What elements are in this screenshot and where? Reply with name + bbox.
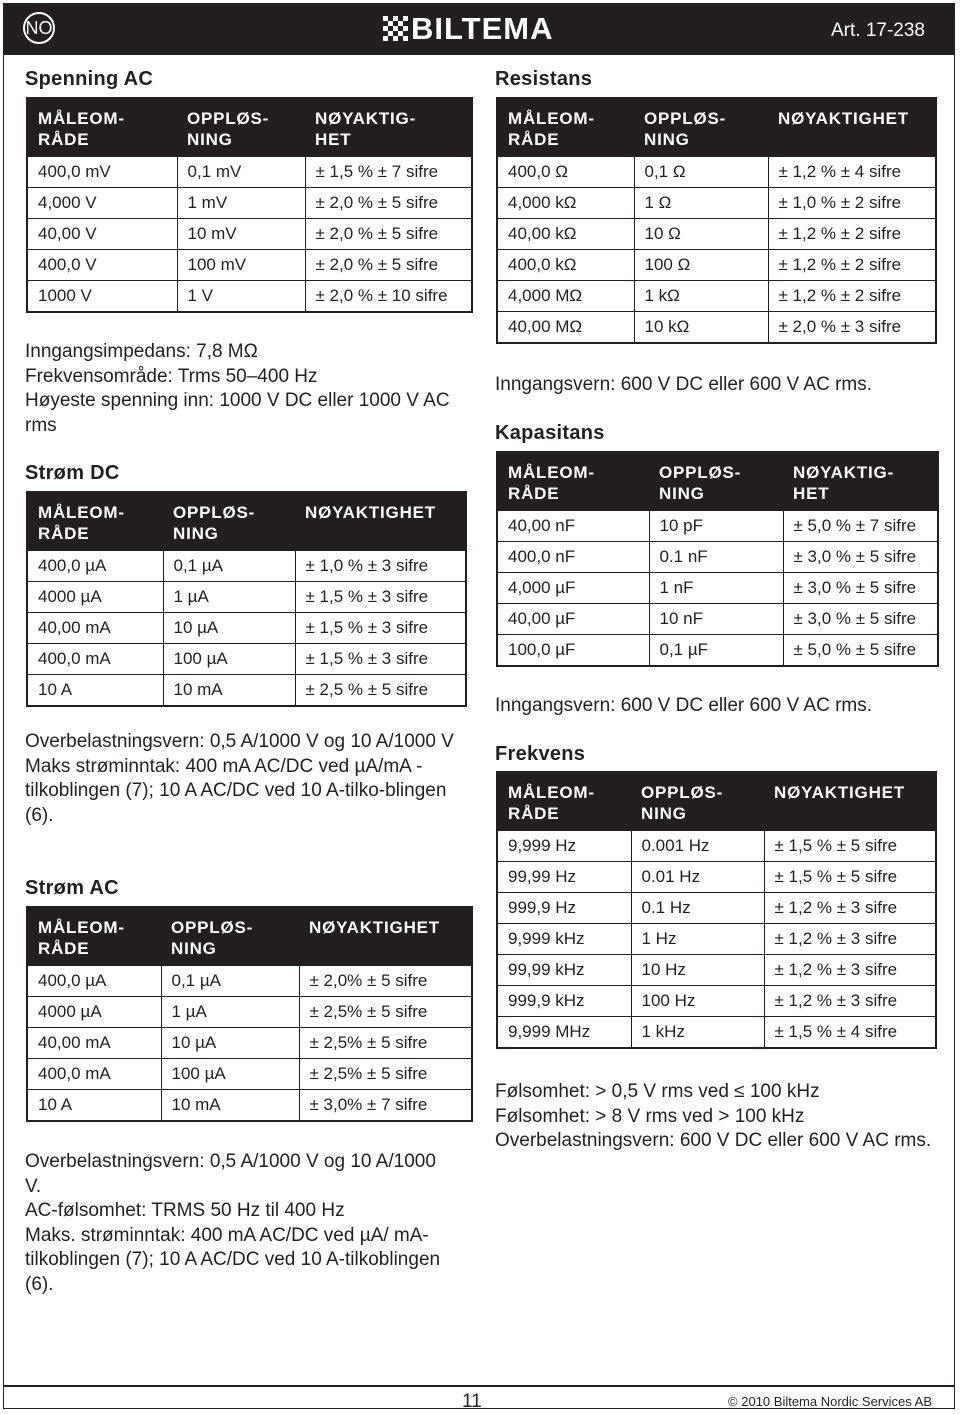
table-cell: ± 1,5 % ± 4 sifre [764, 1017, 936, 1049]
table-cell: 1 nF [649, 573, 783, 604]
article-number: Art. 17-238 [831, 20, 925, 41]
note-line: Inngangsvern: 600 V DC eller 600 V AC rms. [495, 695, 873, 716]
page-number: 11 [462, 1391, 482, 1412]
table-cell: 1000 V [27, 281, 177, 313]
table-cell: 4000 µA [27, 997, 161, 1028]
table-header-row [497, 98, 936, 157]
table-row [497, 986, 936, 1017]
column-header: NØYAKTIGHET [295, 492, 466, 551]
table-cell: ± 1,2 % ± 4 sifre [768, 157, 936, 188]
table-cell: ± 1,2 % ± 3 sifre [764, 893, 936, 924]
table-row [27, 1028, 472, 1059]
column-header: OPPLØS- NING [649, 452, 783, 511]
brand-name: BILTEMA [411, 11, 554, 46]
table-row [497, 924, 936, 955]
table-cell: 40,00 mA [27, 1028, 161, 1059]
table-row [27, 644, 466, 675]
table-cell: 10 mA [161, 1090, 299, 1122]
spenning-ac-table [26, 97, 473, 313]
table-cell: 10 mA [163, 675, 295, 707]
table-cell: 999,9 kHz [497, 986, 631, 1017]
table-row [27, 675, 466, 707]
table-cell: 999,9 Hz [497, 893, 631, 924]
table-row [27, 157, 472, 188]
table-cell: ± 1,5 % ± 5 sifre [764, 831, 936, 862]
column-header: OPPLØS- NING [163, 492, 295, 551]
column-header: NØYAKTIGHET [299, 907, 472, 966]
table-cell: 10 mV [177, 219, 305, 250]
table-row [497, 635, 938, 667]
table-cell: 0,1 µA [163, 551, 295, 582]
table-row [27, 551, 466, 582]
note-line: Maks strøminntak: 400 mA AC/DC ved µA/mA -tilkoblingen (7); 10 A AC/DC ved 10 A-tilko-blingen (6). [25, 755, 447, 826]
section-title-kapasitans: Kapasitans [495, 422, 605, 444]
kapasitans-notes [495, 694, 935, 719]
table-row [497, 219, 936, 250]
table-cell: ± 3,0% ± 7 sifre [299, 1090, 472, 1122]
column-header: OPPLØS- NING [631, 772, 764, 831]
table-row [497, 188, 936, 219]
table-cell: 10 kΩ [634, 312, 768, 344]
table-row [497, 312, 936, 344]
table-cell: 100 Ω [634, 250, 768, 281]
table-cell: 10 nF [649, 604, 783, 635]
table-cell: ± 2,0 % ± 5 sifre [305, 250, 472, 281]
note-line: Inngangsimpedans: 7,8 MΩ [25, 341, 258, 362]
table-cell: ± 2,0 % ± 3 sifre [768, 312, 936, 344]
resistans-notes [495, 373, 935, 398]
table-header-row [27, 492, 466, 551]
table-cell: 40,00 nF [497, 511, 649, 542]
footer-rule [3, 1385, 955, 1387]
table-cell: 0,1 Ω [634, 157, 768, 188]
table-cell: 0.1 nF [649, 542, 783, 573]
table-cell: 400,0 mV [27, 157, 177, 188]
table-cell: 0.01 Hz [631, 862, 764, 893]
table-row [27, 250, 472, 281]
column-header: MÅLEOM- RÅDE [497, 98, 634, 157]
table-cell: ± 2,5 % ± 5 sifre [295, 675, 466, 707]
spenning-ac-notes [25, 340, 465, 438]
table-cell: 4,000 kΩ [497, 188, 634, 219]
note-line: Inngangsvern: 600 V DC eller 600 V AC rms. [495, 374, 873, 395]
table-row [497, 542, 938, 573]
table-row [497, 250, 936, 281]
column-header: MÅLEOM- RÅDE [497, 772, 631, 831]
table-cell: 100,0 µF [497, 635, 649, 667]
table-cell: ± 1,2 % ± 3 sifre [764, 924, 936, 955]
table-cell: 40,00 MΩ [497, 312, 634, 344]
table-row [497, 1017, 936, 1049]
section-title-strom-dc: Strøm DC [25, 462, 120, 484]
column-header: NØYAKTIG- HET [783, 452, 938, 511]
table-cell: ± 1,5 % ± 5 sifre [764, 862, 936, 893]
section-title-resistans: Resistans [495, 68, 593, 90]
section-title-frekvens: Frekvens [495, 743, 586, 765]
table-cell: 10 µA [163, 613, 295, 644]
table-cell: ± 1,5 % ± 3 sifre [295, 644, 466, 675]
table-cell: 100 µA [163, 644, 295, 675]
table-cell: 1 Hz [631, 924, 764, 955]
table-cell: ± 3,0 % ± 5 sifre [783, 573, 938, 604]
table-cell: ± 1,5 % ± 7 sifre [305, 157, 472, 188]
table-cell: 10 A [27, 1090, 161, 1122]
column-header: MÅLEOM- RÅDE [497, 452, 649, 511]
checkered-flag-icon [383, 16, 409, 42]
table-cell: ± 3,0 % ± 5 sifre [783, 542, 938, 573]
table-header-row [27, 98, 472, 157]
table-cell: ± 2,0 % ± 10 sifre [305, 281, 472, 313]
table-cell: 0.1 Hz [631, 893, 764, 924]
column-header: OPPLØS- NING [634, 98, 768, 157]
table-cell: 400,0 mA [27, 644, 163, 675]
note-line: Overbelastningsvern: 0,5 A/1000 V og 10 A/1000 V [25, 731, 454, 752]
language-badge: NO [23, 12, 55, 44]
table-cell: 99,99 kHz [497, 955, 631, 986]
table-cell: 1 kHz [631, 1017, 764, 1049]
table-cell: 400,0 kΩ [497, 250, 634, 281]
table-row [27, 997, 472, 1028]
table-row [27, 281, 472, 313]
table-cell: 9,999 kHz [497, 924, 631, 955]
table-cell: 400,0 µA [27, 551, 163, 582]
table-cell: 0,1 mV [177, 157, 305, 188]
table-header-row [27, 907, 472, 966]
table-cell: 400,0 mA [27, 1059, 161, 1090]
table-row [497, 862, 936, 893]
table-cell: 1 mV [177, 188, 305, 219]
table-cell: 100 mV [177, 250, 305, 281]
table-cell: ± 1,2 % ± 2 sifre [768, 281, 936, 312]
table-cell: ± 1,5 % ± 3 sifre [295, 582, 466, 613]
table-row [497, 511, 938, 542]
table-cell: 40,00 µF [497, 604, 649, 635]
table-cell: ± 1,2 % ± 3 sifre [764, 986, 936, 1017]
table-cell: 0,1 µF [649, 635, 783, 667]
table-header-row [497, 772, 936, 831]
table-header-row [497, 452, 938, 511]
table-row [27, 582, 466, 613]
column-header: OPPLØS- NING [161, 907, 299, 966]
table-cell: ± 1,2 % ± 3 sifre [764, 955, 936, 986]
resistans-table [496, 97, 937, 344]
table-row [27, 1090, 472, 1122]
table-cell: 10 Ω [634, 219, 768, 250]
table-cell: 1 µA [161, 997, 299, 1028]
table-cell: 400,0 µA [27, 966, 161, 997]
note-line: Frekvensområde: Trms 50–400 Hz [25, 365, 318, 387]
table-cell: ± 1,2 % ± 2 sifre [768, 250, 936, 281]
table-cell: 10 pF [649, 511, 783, 542]
column-header: OPPLØS- NING [177, 98, 305, 157]
table-cell: ± 2,5% ± 5 sifre [299, 997, 472, 1028]
column-header: MÅLEOM- RÅDE [27, 907, 161, 966]
table-cell: ± 2,0 % ± 5 sifre [305, 188, 472, 219]
table-cell: 400,0 V [27, 250, 177, 281]
table-row [497, 573, 938, 604]
table-cell: 40,00 kΩ [497, 219, 634, 250]
table-cell: 4,000 µF [497, 573, 649, 604]
table-row [27, 613, 466, 644]
table-cell: 10 µA [161, 1028, 299, 1059]
table-cell: 40,00 mA [27, 613, 163, 644]
table-cell: 99,99 Hz [497, 862, 631, 893]
table-row [27, 219, 472, 250]
frekvens-notes [495, 1080, 935, 1154]
table-cell: 10 A [27, 675, 163, 707]
table-cell: 9,999 Hz [497, 831, 631, 862]
frekvens-table [496, 771, 937, 1049]
table-cell: ± 2,5% ± 5 sifre [299, 1059, 472, 1090]
copyright: © 2010 Biltema Nordic Services AB [728, 1394, 932, 1409]
column-header: NØYAKTIGHET [764, 772, 936, 831]
column-header: MÅLEOM- RÅDE [27, 98, 177, 157]
table-cell: 100 µA [161, 1059, 299, 1090]
note-line: Følsomhet: > 8 V rms ved > 100 kHz [495, 1105, 805, 1127]
table-row [27, 188, 472, 219]
table-cell: ± 1,2 % ± 2 sifre [768, 219, 936, 250]
table-cell: 10 Hz [631, 955, 764, 986]
table-cell: 1 V [177, 281, 305, 313]
table-row [27, 1059, 472, 1090]
table-cell: ± 5,0 % ± 7 sifre [783, 511, 938, 542]
section-title-strom-ac: Strøm AC [25, 877, 119, 899]
column-header: NØYAKTIG- HET [305, 98, 472, 157]
note-line: Høyeste spenning inn: 1000 V DC eller 1000 V AC rms [25, 390, 450, 436]
section-title-spenning-ac: Spenning AC [25, 68, 154, 90]
note-line: Overbelastningsvern: 600 V DC eller 600 V AC rms. [495, 1130, 932, 1152]
column-header: MÅLEOM- RÅDE [27, 492, 163, 551]
table-cell: 9,999 MHz [497, 1017, 631, 1049]
table-row [497, 893, 936, 924]
table-cell: ± 2,0% ± 5 sifre [299, 966, 472, 997]
table-row [497, 831, 936, 862]
note-line: Følsomhet: > 0,5 V rms ved ≤ 100 kHz [495, 1081, 820, 1102]
table-row [497, 955, 936, 986]
note-line: AC-følsomhet: TRMS 50 Hz til 400 Hz [25, 1200, 345, 1222]
table-row [497, 281, 936, 312]
table-cell: ± 2,0 % ± 5 sifre [305, 219, 472, 250]
note-line: Maks. strøminntak: 400 mA AC/DC ved µA/ mA-tilkoblingen (7); 10 A AC/DC ved 10 A-tilkoblingen (6). [25, 1224, 441, 1295]
table-row [27, 966, 472, 997]
kapasitans-table [496, 451, 939, 667]
table-cell: ± 1,0 % ± 2 sifre [768, 188, 936, 219]
table-cell: 1 Ω [634, 188, 768, 219]
column-header: NØYAKTIGHET [768, 98, 936, 157]
table-cell: ± 5,0 % ± 5 sifre [783, 635, 938, 667]
table-cell: 0.001 Hz [631, 831, 764, 862]
page-header [3, 3, 955, 55]
table-cell: ± 1,0 % ± 3 sifre [295, 551, 466, 582]
table-cell: 1 µA [163, 582, 295, 613]
table-row [497, 604, 938, 635]
strom-dc-table [26, 491, 467, 707]
table-cell: 400,0 Ω [497, 157, 634, 188]
table-cell: ± 3,0 % ± 5 sifre [783, 604, 938, 635]
strom-ac-notes [25, 1150, 455, 1298]
table-cell: 100 Hz [631, 986, 764, 1017]
table-cell: 1 kΩ [634, 281, 768, 312]
table-cell: 0,1 µA [161, 966, 299, 997]
table-cell: ± 1,5 % ± 3 sifre [295, 613, 466, 644]
table-cell: 4000 µA [27, 582, 163, 613]
table-cell: 400,0 nF [497, 542, 649, 573]
strom-ac-table [26, 906, 473, 1122]
table-row [497, 157, 936, 188]
table-cell: 4,000 V [27, 188, 177, 219]
table-cell: ± 2,5% ± 5 sifre [299, 1028, 472, 1059]
strom-dc-notes [25, 730, 460, 828]
table-cell: 40,00 V [27, 219, 177, 250]
note-line: Overbelastningsvern: 0,5 A/1000 V og 10 A/1000 V. [25, 1151, 436, 1197]
table-cell: 4,000 MΩ [497, 281, 634, 312]
